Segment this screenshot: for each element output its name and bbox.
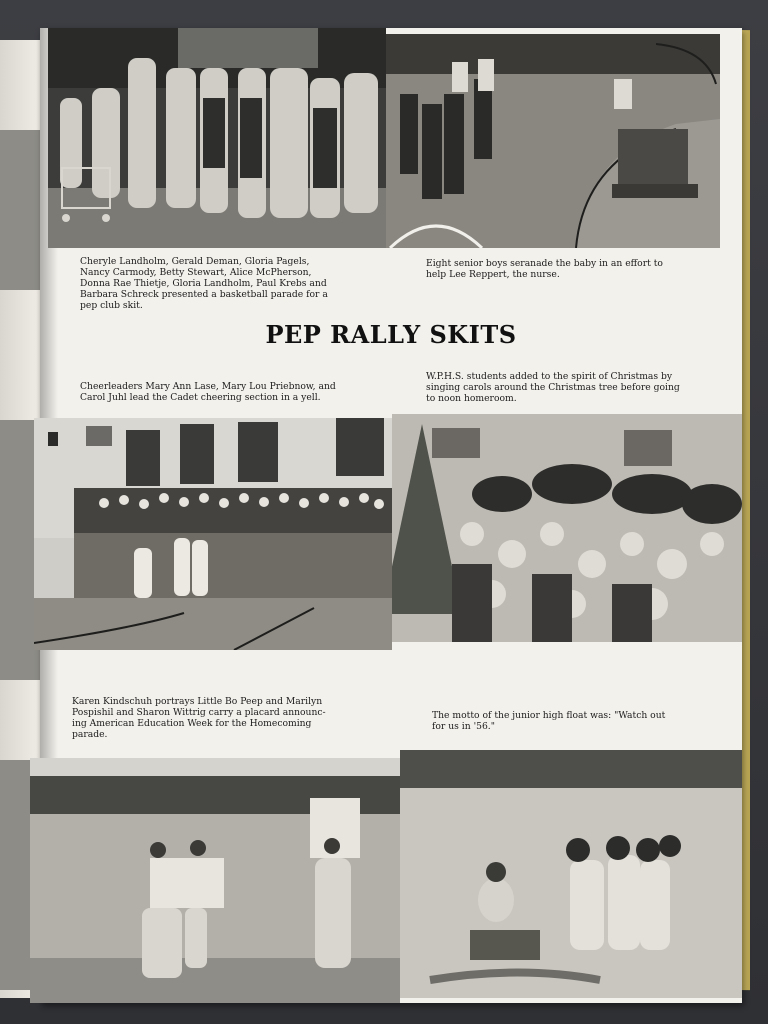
caption-senior-boys: Eight senior boys seranade the baby in an effort to help Lee Reppert, the nurse. (426, 258, 663, 280)
photo-senior-boys (386, 34, 720, 248)
photo-bo-peep (30, 758, 400, 1003)
caption-christmas: W.P.H.S. students added to the spirit of Christmas by singing carols around the Christmas tree before going to noon homeroom. (426, 371, 680, 404)
caption-cheerleaders: Cheerleaders Mary Ann Lase, Mary Lou Priebnow, and Carol Juhl lead the Cadet cheering section in a yell. (80, 381, 336, 403)
photo-basketball-parade (48, 28, 386, 248)
page-title: PEP RALLY SKITS (265, 320, 517, 349)
caption-basketball-parade: Cheryle Landholm, Gerald Deman, Gloria Pagels, Nancy Carmody, Betty Stewart, Alice McPherson, Donna Rae Thietje, Gloria Landholm, Paul Krebs and Barbara Schreck presented a basketball parade for a pep club skit. (80, 256, 328, 311)
left-page-photo-strip (0, 130, 42, 290)
caption-junior-high-float: The motto of the junior high float was: "Watch out for us in '56." (432, 710, 666, 732)
photo-junior-high-float (400, 750, 742, 998)
caption-bo-peep: Karen Kindschuh portrays Little Bo Peep and Marilyn Pospishil and Sharon Wittrig carry a placard announc- ing American Education Week for the Homecoming parade. (72, 696, 326, 740)
photo-cheerleaders (34, 418, 392, 650)
photo-christmas-carols (392, 414, 742, 642)
yearbook-page (40, 28, 742, 1003)
